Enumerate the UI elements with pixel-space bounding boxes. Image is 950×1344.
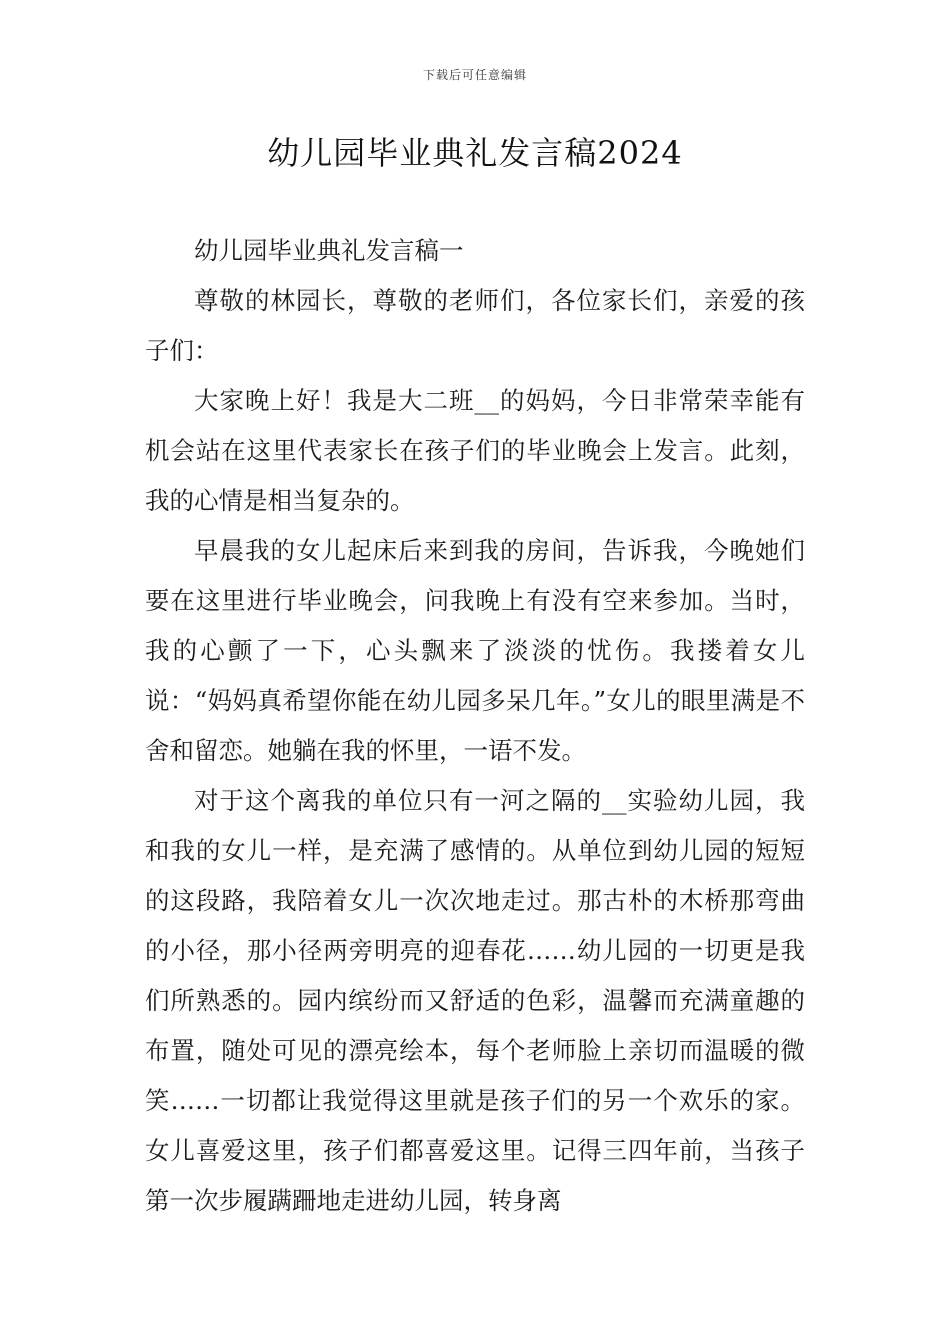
paragraph-salutation: 尊敬的林园长，尊敬的老师们，各位家长们，亲爱的孩子们：	[145, 286, 805, 365]
paragraph: 早晨我的女儿起床后来到我的房间，告诉我，今晚她们要在这里进行毕业晚会，问我晚上有没有空来参加。当时，我的心颤了一下，心头飘来了淡淡的忧伤。我搂着女儿说：“妈妈真希望你能在幼儿园多呆几年。”女儿的眼里满是不舍和留恋。她躺在我的怀里，一语不发。	[145, 536, 805, 765]
document-title: 幼儿园毕业典礼发言稿2024	[267, 134, 683, 172]
document-body	[145, 226, 805, 1226]
paragraph: 对于这个离我的单位只有一河之隔的__实验幼儿园，我和我的女儿一样，是充满了感情的。从单位到幼儿园的短短的这段路，我陪着女儿一次次地走过。那古朴的木桥那弯曲的小径，那小径两旁明亮的迎春花……幼儿园的一切更是我们所熟悉的。园内缤纷而又舒适的色彩，温馨而充满童趣的布置，随处可见的漂亮绘本，每个老师脸上亲切而温暖的微笑……一切都让我觉得这里就是孩子们的另一个欢乐的家。女儿喜爱这里，孩子们都喜爱这里。记得三四年前，当孩子第一次步履蹒跚地走进幼儿园，转身离	[145, 786, 805, 1215]
header-note: 下载后可任意编辑	[422, 68, 527, 82]
paragraph-subtitle: 幼儿园毕业典礼发言稿一	[194, 236, 464, 265]
paragraph: 大家晚上好！我是大二班__的妈妈，今日非常荣幸能有机会站在这里代表家长在孩子们的毕业晚会上发言。此刻，我的心情是相当复杂的。	[145, 386, 805, 515]
